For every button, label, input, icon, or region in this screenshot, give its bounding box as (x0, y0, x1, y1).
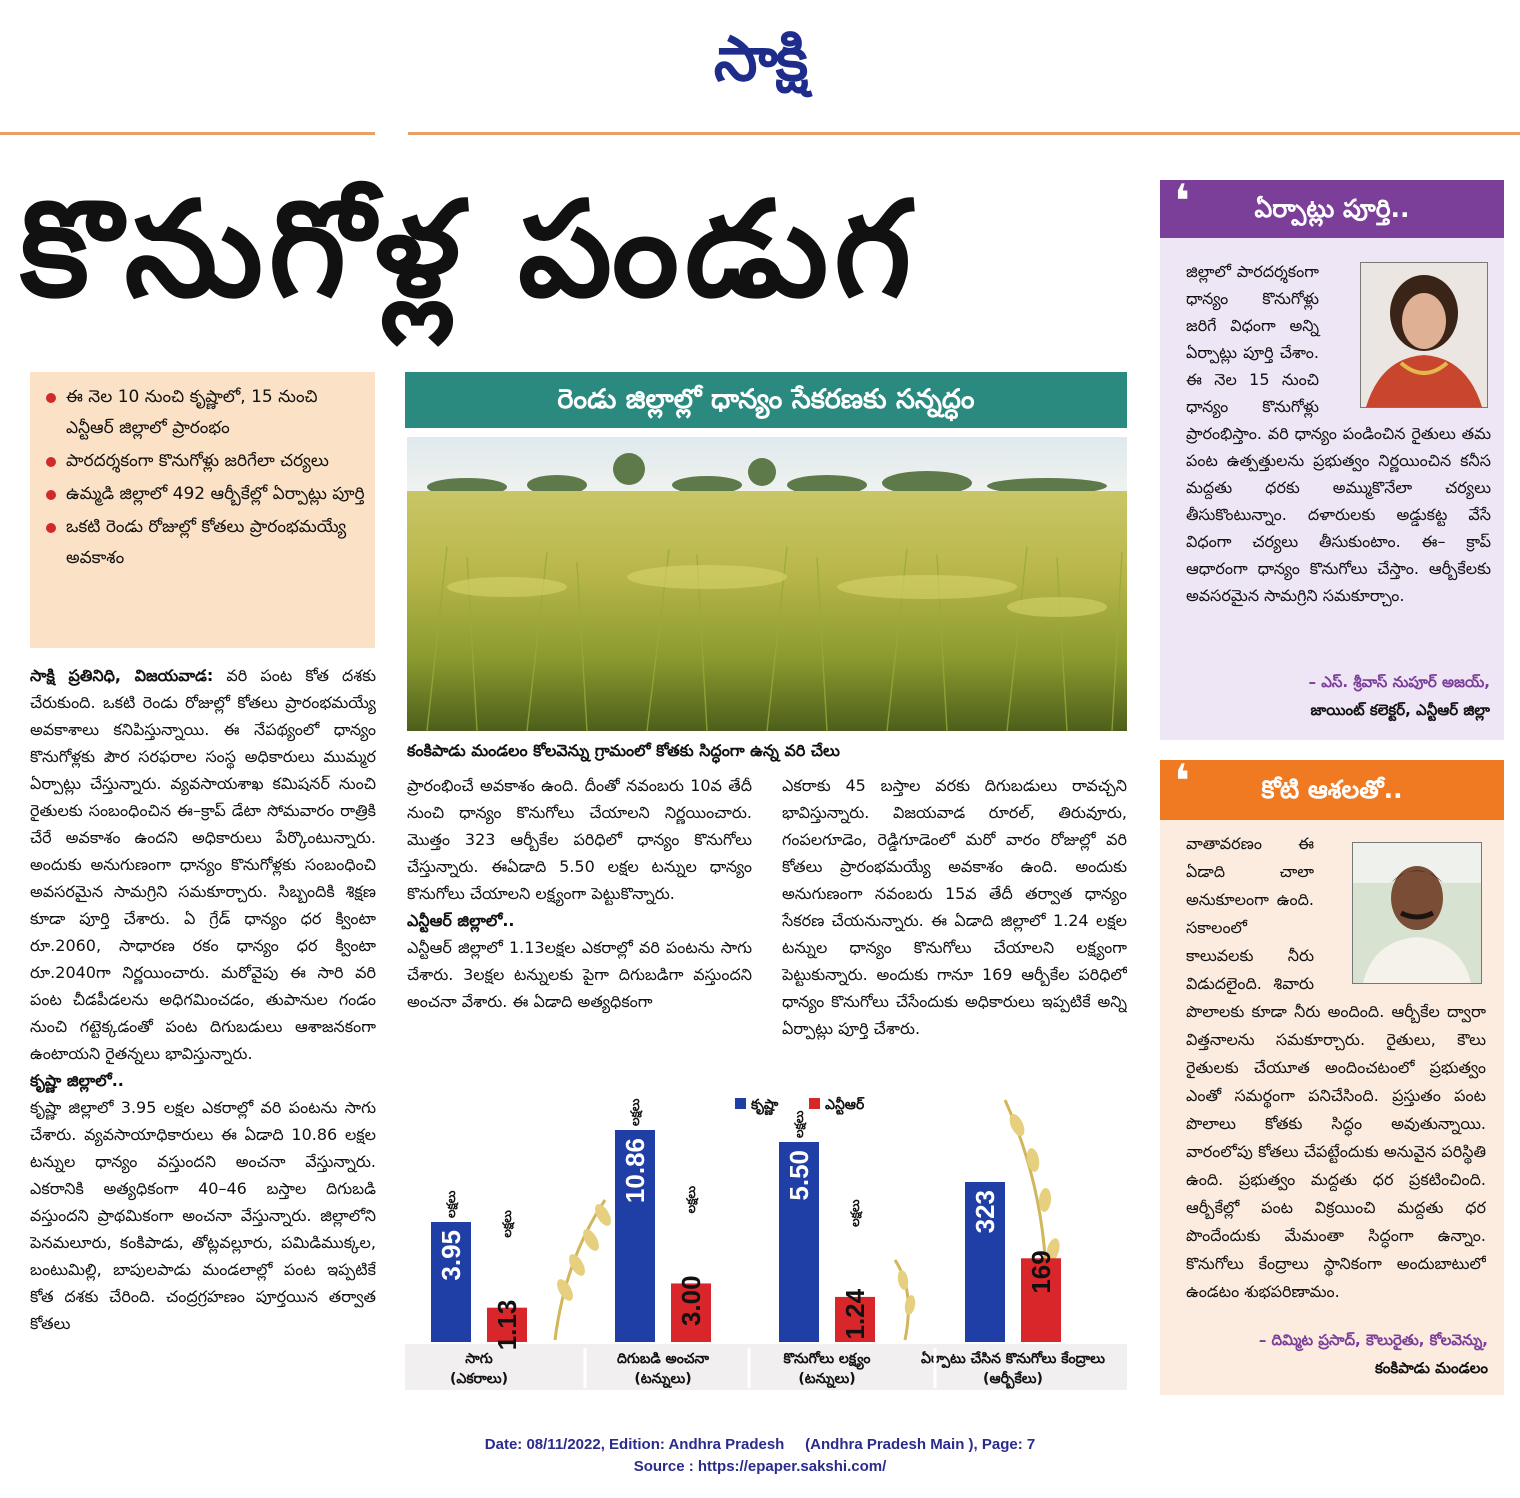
category-unit-label: (టన్నులు) (798, 1371, 856, 1387)
quote-icon: ❛ (1174, 174, 1190, 228)
quote-box-collector-header (1160, 174, 1504, 238)
quote-box-farmer (1160, 754, 1504, 1395)
farmer-name: – దిమ్మిట ప్రసాద్, కౌలురైతు, కోలవెన్ను, (1258, 1331, 1488, 1349)
category-unit-label: (టన్నులు) (634, 1371, 692, 1387)
bar-value-label: 10.86 (620, 1138, 650, 1204)
category-unit-label: (ఎకరాలు) (450, 1371, 508, 1387)
paddy-field-image (407, 437, 1127, 731)
legend-label: కృష్ణా (751, 1097, 779, 1113)
page-footer (0, 1434, 1520, 1478)
bar-value-label: 5.50 (784, 1150, 814, 1201)
farmer-quote-text: వాతావరణం ఈ ఏడాది చాలా అనుకూలంగా ఉంది. సకాలంలో కాలువలకు నీరు విడుదలైంది. శివారు పొలాలకు కూడా నీరు అందింది. ఆర్బీకేల ద్వారా విత్తనాలను సమకూర్చారు. రైతులు, కౌలు రైతులకు చేయూత అందించటంలో ప్రభుత్వం ఎంతో సమర్థంగా పనిచేసింది. ప్రస్తుతం పంట పొలాలు కోతకు సిద్ధం అవుతున్నాయి. వారంలోపు కోతలు చేపట్టేందుకు అనువైన పరిస్థితి ఉంది. ప్రభుత్వం మద్దతు ధర ప్రకటించింది. ఆర్బీకేల్లో పంట విక్రయించి మద్దతు ధర పొందేందుకు మేమంతా సిద్ధంగా ఉన్నాం. కొనుగోలు కేంద్రాలు స్థానికంగా అందుబాటులో ఉండటం శుభపరిణామం. (1186, 834, 1486, 1301)
category-unit-label: (ఆర్బీకేలు) (983, 1371, 1043, 1387)
bar-value-label: 1.24 (840, 1288, 870, 1340)
farmer-location: కంకిపాడు మండలం (1374, 1359, 1488, 1377)
bar-value-label: 169 (1026, 1250, 1056, 1294)
masthead-rule-right (408, 132, 1520, 135)
bar-chart (405, 1090, 1127, 1390)
dateline: సాక్షి ప్రతినిధి, విజయవాడ: (30, 666, 214, 685)
column3-paragraph: ఎకరాకు 45 బస్తాల వరకు దిగుబడులు రావచ్చని భావిస్తున్నారు. విజయవాడ రూరల్, తిరువూరు, గంపలగూడెం, రెడ్డిగూడెంలో మరో వారం రోజుల్లో వరి కోతలు ప్రారంభమయ్యే అవకాశం ఉంది. అందుకు అనుగుణంగా నవంబరు 15వ తేదీ తర్వాత ధాన్యం సేకరణ చేయనున్నారు. ఈ ఏడాది జిల్లాలో 1.24 లక్షల టన్నుల ధాన్యం కొనుగోలు చేయాలని లక్ష్యంగా పెట్టుకున్నారు. అందుకు గానూ 169 ఆర్బీకేల పరిధిలో ధాన్యం కొనుగోలు చేసేందుకు అధికారులు ఇప్పటికే అన్ని ఏర్పాట్లు పూర్తి చేశారు. (782, 776, 1127, 1038)
headline: కొనుగోళ్ల పండుగ (20, 173, 918, 327)
quote-box-farmer-title: కోటి ఆశలతో.. (1261, 775, 1403, 804)
collector-quote-float (1319, 258, 1491, 410)
quote-box-farmer-body (1186, 830, 1486, 1320)
farmer-quote-float (1314, 830, 1486, 985)
highlight-item: ఒకటి రెండు రోజుల్లో కోతలు ప్రారంభమయ్యే అవకాశం (42, 512, 367, 574)
article-column-2 (407, 772, 752, 1075)
legend-swatch (809, 1098, 820, 1109)
bar-value-label: 3.95 (436, 1230, 466, 1281)
footer-source: Source : https://epaper.sakshi.com/ (633, 1458, 887, 1475)
collector-name: – ఎస్. శ్రీవాస్ నుపూర్ అజయ్, (1308, 673, 1490, 691)
photo-caption: కంకిపాడు మండలం కోలవెన్ను గ్రామంలో కోతకు సిద్ధంగా ఉన్న వరి చేలు (407, 741, 840, 760)
collector-title: జాయింట్ కలెక్టర్, ఎన్టీఆర్ జిల్లా (1310, 701, 1490, 719)
paddy-field-photo (407, 437, 1127, 731)
bar-unit-label: లక్షలు (500, 1210, 514, 1238)
subheading-ntr: ఎన్టీఆర్ జిల్లాలో.. (407, 911, 515, 930)
farmer-signature (1170, 1326, 1488, 1382)
quote-box-collector-body (1186, 258, 1491, 678)
category-label: దిగుబడి అంచనా (616, 1351, 710, 1367)
masthead-rule-left (0, 132, 375, 135)
column1-paragraph-2: కృష్ణా జిల్లాలో 3.95 లక్షల ఎకరాల్లో వరి పంటను సాగు చేశారు. వ్యవసాయాధికారులు ఈ ఏడాది 10.86 లక్షల టన్నుల ధాన్యం వస్తుందని అంచనా వేస్తున్నారు. ఎకరానికి అత్యధికంగా 40–46 బస్తాల దిగుబడి వస్తుందని ప్రాథమికంగా అంచనా వేస్తున్నారు. జిల్లాలోని పెనమలూరు, కంకిపాడు, తోట్లవల్లూరు, పమిడిముక్కల, బంటుమిల్లి, బాపులపాడు మండలాల్లో పంట ఇప్పటికే కోత దశకు చేరింది. చంద్రగ్రహణం పూర్తయిన తర్వాత కోతలు (30, 1098, 376, 1333)
bar-unit-label: లక్షలు (792, 1110, 806, 1138)
bar-value-label: 1.13 (492, 1299, 522, 1351)
category-label: సాగు (465, 1351, 493, 1367)
chart-bars (431, 1099, 1061, 1351)
column2-paragraph-2: ఎన్టీఆర్ జిల్లాలో 1.13లక్షల ఎకరాల్లో వరి పంటను సాగు చేశారు. 3లక్షల టన్నులకు పైగా దిగుబడిగా వస్తుందని అంచనా వేశారు. ఈ ఏడాది అత్యధికంగా (407, 938, 752, 1011)
article-column-3 (782, 772, 1127, 1052)
category-label: కొనుగోలు లక్ష్యం (783, 1351, 871, 1367)
bar-unit-label: లక్షలు (444, 1190, 458, 1218)
legend-label: ఎన్టీఆర్ (825, 1097, 865, 1113)
bar-unit-label: లక్షలు (848, 1199, 862, 1227)
quote-box-collector (1160, 174, 1504, 740)
bar-value-label: 3.00 (676, 1275, 706, 1327)
collector-signature (1180, 668, 1490, 724)
collector-quote-text: జిల్లాలో పారదర్శకంగా ధాన్యం కొనుగోళ్లు జరిగే విధంగా అన్ని ఏర్పాట్లు పూర్తి చేశాం. ఈ నెల 15 నుంచి ధాన్యం కొనుగోళ్లు ప్రారంభిస్తాం. వరి ధాన్యం పండించిన రైతులు తమ పంట ఉత్పత్తులను ప్రభుత్వం నిర్ణయించిన కనీస మద్దతు ధరకు అమ్ముకొనేలా చర్యలు తీసుకొంటున్నాం. దళారులకు అడ్డుకట్ట వేసే విధంగా చర్యలు తీసుకుంటాం. ఈ– క్రాప్ ఆధారంగా ధాన్యం కొనుగోలు చేస్తాం. ఆర్బీకేలకు అవసరమైన సామగ్రిని సమకూర్చాం. (1186, 262, 1491, 605)
highlight-item: ఈ నెల 10 నుంచి కృష్ణాలో, 15 నుంచి ఎన్టీఆర్ జిల్లాలో ప్రారంభం (42, 382, 367, 444)
highlight-item: పారదర్శకంగా కొనుగోళ్లు జరిగేలా చర్యలు (42, 446, 367, 477)
highlight-item: ఉమ్మడి జిల్లాలో 492 ఆర్బీకేల్లో ఏర్పాట్లు పూర్తి (42, 479, 367, 510)
column2-paragraph: ప్రారంభించే అవకాశం ఉంది. దీంతో నవంబరు 10వ తేదీ నుంచి ధాన్యం కొనుగోలు చేయాలని నిర్ణయించారు. మొత్తం 323 ఆర్బీకేల పరిధిలో ధాన్యం కొనుగోలు చేస్తున్నారు. ఈఏడాది 5.50 లక్షల టన్నుల ధాన్యం కొనుగోలు చేయాలని లక్ష్యంగా పెట్టుకొన్నారు. (407, 776, 752, 903)
category-label: ఏర్పాటు చేసిన కొనుగోలు కేంద్రాలు (921, 1351, 1105, 1367)
section-banner: రెండు జిల్లాల్లో ధాన్యం సేకరణకు సన్నద్ధం (405, 372, 1127, 428)
quote-box-farmer-header (1160, 754, 1504, 820)
quote-icon: ❛ (1174, 754, 1190, 808)
footer-date-edition: Date: 08/11/2022, Edition: Andhra Pradesh (Andhra Pradesh Main ), Page: 7 (484, 1436, 1036, 1453)
bar-chart-svg (405, 1090, 1127, 1390)
bar-unit-label: లక్షలు (628, 1098, 642, 1126)
column1-paragraph: వరి పంట కోత దశకు చేరుకుంది. ఒకటి రెండు రోజుల్లో కోతలు ప్రారంభమయ్యే అవకాశాలు కనిపిస్తున్నాయి. ఈ నేపథ్యంలో ధాన్యం కొనుగోళ్లకు పౌర సరఫరాల సంస్థ అధికారులు ముమ్మర ఏర్పాట్లు చేస్తున్నారు. వ్యవసాయశాఖ కమిషనర్ నుంచి రైతులకు సంబంధించిన ఈ–క్రాప్ డేటా సోమవారం రాత్రికి చేరే అవకాశం ఉందని అధికారులు పేర్కొంటున్నారు. అందుకు అనుగుణంగా ధాన్యం కొనుగోళ్లకు సంబంధించి అవసరమైన సామగ్రిని సమకూర్చారు. సిబ్బందికి శిక్షణ కూడా పూర్తి చేశారు. ఏ గ్రేడ్ ధాన్యం ధర క్వింటా రూ.2060, సాధారణ రకం ధాన్యం ధర క్వింటా రూ.2040గా నిర్ణయించారు. మరోవైపు ఈ సారి వరి పంట చీడపీడలను అధిగమించడం, తుపానుల గండం నుంచి గట్టెక్కడంతో పంట దిగుబడులు ఆశాజనకంగా ఉంటాయని రైతన్నలు భావిస్తున్నారు. (30, 666, 376, 1063)
article-column-1 (30, 662, 376, 1407)
subheading-krishna: కృష్ణా జిల్లాలో.. (30, 1071, 124, 1090)
legend-swatch (735, 1098, 746, 1109)
bar-unit-label: లక్షలు (684, 1185, 698, 1214)
masthead-logo: సాక్షి (713, 22, 807, 95)
highlights-box (30, 372, 375, 648)
quote-box-collector-title: ఏర్పాట్లు పూర్తి.. (1254, 194, 1410, 223)
bar-value-label: 323 (970, 1190, 1000, 1234)
